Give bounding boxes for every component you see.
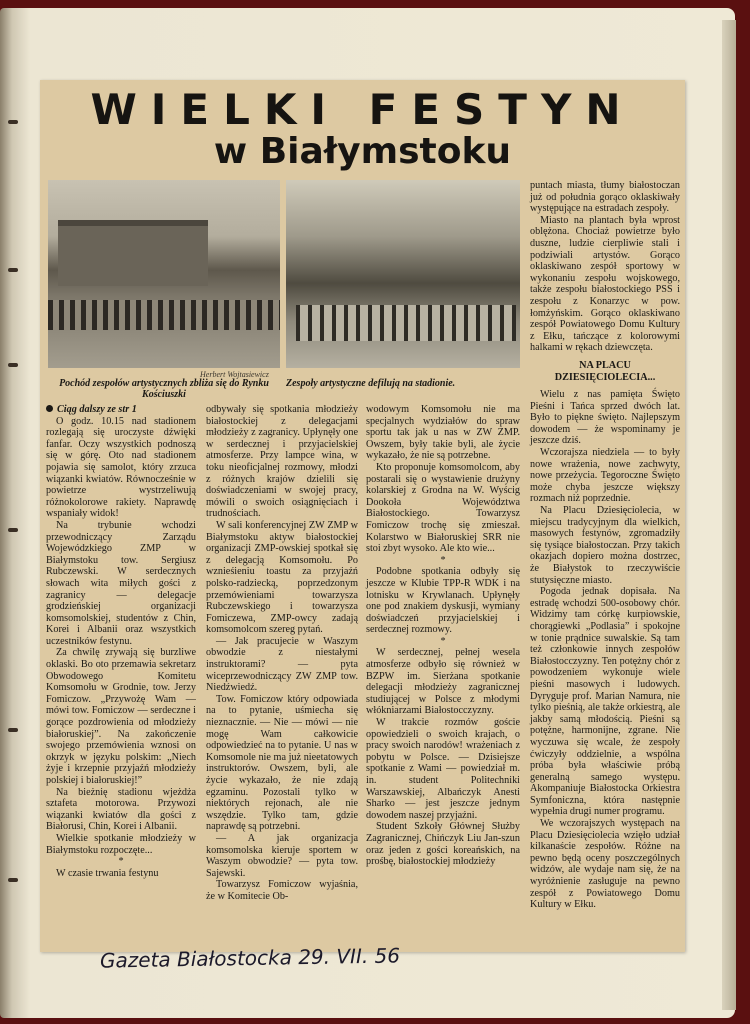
photo-parade — [48, 180, 280, 368]
paragraph: Student Szkoły Głównej Służby Zagranicznej, Chińczyk Liu Jan-szun oraz jeden z gości koreańskich, na prośbę, białostockiej młodzieży — [366, 821, 520, 868]
article-column-3 — [366, 404, 520, 868]
headline-line2: w Białymstoku — [213, 131, 512, 172]
bullet-icon — [46, 405, 53, 412]
crowd — [296, 305, 516, 341]
paragraph: Wielkie spotkanie młodzieży w Białymstoku rozpoczęte... — [46, 832, 196, 856]
paragraph: puntach miasta, tłumy białostoczan już od południa gorąco oklaskiwały występujące na estradach zespoły. — [530, 180, 680, 215]
paragraph: Pogoda jednak dopisała. Na estradę wchodzi 500-osobowy chór. Widzimy tam córkę kurpiowskie, chorągiewki „Podlasia” i spokojne w tonie prądnice suwalskie. Są tam też członkowie innych zespołów Białostocczyzny. Ten potężny chór z powodzeniem wykonuje wiele pieśni masowych i ludowych. Dyryguje prof. Marian Namura, nie tylko pieśnią, ale także orkiestrą, ale jakby samą młodością. Pieśni są potężne, harmonijne, zgrane. Nie wyczuwa się wcale, że zespoły ćwiczyły oddzielnie, a wspólna próba była właściwie próbą generalną samego występu. Akompaniuje Białostocka Orkiestra Symfoniczna, która następnie wypełnia drugi numer programu. — [530, 586, 680, 818]
paragraph: Kto proponuje komsomolcom, aby postarali się o wystawienie drużyny kolarskiej z Grodna na W. Wyścig Dookoła Województwa Białostockiego. Towarzysz Fomiczow trochę się zmieszał. Kolarstwo w Białoruskiej SRR nie stoi zbyt wysoko. Ale kto wie... — [366, 461, 520, 555]
binding-ring — [8, 268, 18, 272]
paragraph: — Jak pracujecie w Waszym obwodzie z niestałymi instruktorami? — pyta wiceprzewodniczący ZW ZMP tow. Niedźwiedź. — [206, 635, 358, 694]
paragraph: odbywały się spotkania młodzieży białostockiej z delegacjami młodzieży z zagranicy. Upłynęły one w serdecznej i przyjacielskiej atmosferze. Przy lampce wina, w toku nieoficjalnej rozmowy, młodzi z różnych krajów dzielili się doświadczeniami w swojej pracy, mówili o swoich osiągnięciach i trudnościach. — [206, 404, 358, 520]
article-column-2 — [206, 404, 358, 903]
separator-star: * — [118, 856, 124, 868]
subheading: NA PLACU DZIESIĘCIOLECIA... — [554, 359, 656, 383]
paragraph: Na trybunie wchodzi przewodniczący Zarządu Wojewódzkiego ZMP w Białymstoku tow. Sergiusz Rubczewski. W serdecznych słowach wita miłych gości z zagranicy — delegacje grodzieńskiej organizacji komsomolskiej, studentów z Chin, Korei i Albanii oraz wszystkich uczestników festynu. — [46, 519, 196, 647]
photo-credit: Herbert Wojtasiewicz — [200, 370, 269, 379]
paragraph: W serdecznej, pełnej wesela atmosferze odbyło się również w BZPW im. Sierżana spotkanie delegacji młodzieży zagranicznej studiującej w Polsce z młodymi włókniarzami Białostocczyzny. — [366, 647, 520, 717]
paragraph: W sali konferencyjnej ZW ZMP w Białymstoku aktyw białostockiej organizacji ZMP-owskiej spotkał się z delegacją Komsomołu. Po wznieśieniu toastu za przyjaźń polsko-radziecką, poprzedzonym przemówieniami towarzysza Rubczewskiego i towarzysza Fomiczewa, ZMP-owcy zadają komsomolcom szereg pytań. — [206, 519, 358, 636]
paragraph: Wczorajsza niedziela — to były nowe wrażenia, nowe zachwyty, nowe przeżycia. Tegoroczne Święto może chyba jeszcze większy rozmach niż poprzednie. — [530, 447, 680, 505]
headline-line1: WIELKI FESTYN — [90, 85, 635, 134]
handwritten-annotation: Gazeta Białostocka 29. VII. 56 — [99, 943, 401, 973]
newspaper-clipping — [40, 80, 685, 952]
caption-right: Zespoły artystyczne defilują na stadionie. — [286, 378, 456, 389]
binding-ring — [8, 120, 18, 124]
crowd — [48, 300, 280, 330]
paragraph: — A jak organizacja komsomolska kieruje sportem w Waszym obwodzie? — pyta tow. Sajewski. — [206, 832, 358, 879]
binding-ring — [8, 363, 18, 367]
article-column-4 — [530, 180, 680, 911]
paragraph: Podobne spotkania odbyły się jeszcze w Klubie TPP-R WDK i na lotnisku w Krywlanach. Upłynęły one pod znakiem dyskusji, wymiany doświadczeń przyjacielskiej i serdecznej rozmowy. — [366, 566, 520, 636]
binding-ring — [8, 728, 18, 732]
paragraph: wodowym Komsomołu nie ma specjalnych wydziałów do spraw sportu tak jak u nas w ZW ZMP. Owszem, były takie byli, ale życie wykazało, że nie są potrzebne. — [366, 404, 520, 462]
paragraph: O godz. 10.15 nad stadionem rozlegają się uroczyste dźwięki fanfar. Oczy wszystkich podnoszą się w górę. Oto nad stadionem pojawia się samolot, który zrzuca wiązanki kwiatów. Równocześnie w powietrze wystrzeliwują różnokolorowe rakiety. Naprawdę wspaniały widok! — [46, 415, 196, 520]
paragraph: W czasie trwania festynu — [56, 867, 159, 879]
paragraph: Towarzysz Fomiczow wyjaśnia, że w Komitecie Ob- — [206, 879, 358, 902]
paragraph: W trakcie rozmów goście opowiedzieli o swoich krajach, o pracy swoich narodów! wrażeniach z pobytu w Polsce. — Dzisiejsze spotkanie z Wami — powiedział m. in. student Politechniki Warszawskiej, Albańczyk Anesti Sharko — jest jeszcze jednym dowodem naszej przyjaźni. — [366, 717, 520, 821]
paragraph: Miasto na plantach była wprost oblężona. Chociaż powietrze było duszne, ludzie cierpliwie stali i podziwiali artystów. Gorąco oklaskiwano zespół sportowy w wykonaniu zespołu wojskowego, także zespołu białostockiego PSS i zespołu z Konarzyc w pow. łomżyńskim. Gorąco oklaskiwano zespół Powiatowego Domu Kultury z Ełku, tańczące z kolorowymi halkami w rękach dziewczęta. — [530, 214, 680, 354]
paragraph: We wczorajszych występach na Placu Dziesięciolecia wzięło udział kilkanaście zespołów. Różne na pewno będą oceny poszczególnych widzów, ale wydaje nam się, że na wyróżnienie zasługuje na pewno zespół z Powiatowego Domu Kultury w Ełku. — [530, 818, 680, 911]
paragraph: Za chwilę zrywają się burzliwe oklaski. Bo oto przemawia sekretarz Obwodowego Komitetu Komsomołu w Grodnie, tow. Jerzy Fomiczow. „Przywożę Wam — mówi tow. Fomiczow — serdeczne i gorące pozdrowienia od młodzieży białoruskiej”. Na zakończenie swojego przemówienia wznosi on okrzyk w języku polskim: „Niech żyje i krzepnie przyjaźń młodzieży polskiej i białoruskiej!” — [46, 647, 196, 786]
building — [58, 220, 208, 286]
photo-stadium — [286, 180, 520, 368]
binding-ring — [8, 878, 18, 882]
separator-star: * — [440, 635, 446, 647]
paragraph: Na bieżnię stadionu wjeżdża sztafeta motorowa. Przywozi wiązanki kwiatów dla gości z Białorusi, Chin, Korei i Albanii. — [46, 786, 196, 833]
caption-left: Pochód zespołów artystycznych zbliża się do Rynku Kościuszki — [59, 378, 269, 400]
article-column-1 — [46, 404, 196, 879]
paragraph: Na Placu Dziesięciolecia, w miejscu tradycyjnym dla wielkich, masowych festynów, zgromadziły się tysiące białostoczan. Przy takich okazjach dopiero można dostrzec, że Białystok to rzeczywiście stutysięczne miasto. — [530, 505, 680, 586]
binding-ring — [8, 528, 18, 532]
paragraph: Tow. Fomiczow który odpowiada na to pytanie, uśmiecha się nieznacznie. — Nie — mówi — nie mogę Wam całkowicie odpowiedzieć na to pytanie. U nas w Komsomole nie ma już nieetatowych instruktorów. Owszem, byli, ale życie wykazało, że nie zdają egzaminu. Pozostali tylko w niektórych rejonach, ale nie wszędzie. Tylko tam, gdzie naprawdę są potrzebni. — [206, 693, 358, 833]
separator-star: * — [440, 554, 446, 566]
paragraph: Wielu z nas pamięta Święto Pieśni i Tańca sprzed dwóch lat. Było to piękne święto. Najlepszym dowodem — że wspominamy je jeszcze dziś. — [530, 389, 680, 447]
continued-note: Ciąg dalszy ze str 1 — [46, 404, 196, 416]
album-edge — [722, 20, 736, 1010]
headline — [40, 86, 685, 172]
